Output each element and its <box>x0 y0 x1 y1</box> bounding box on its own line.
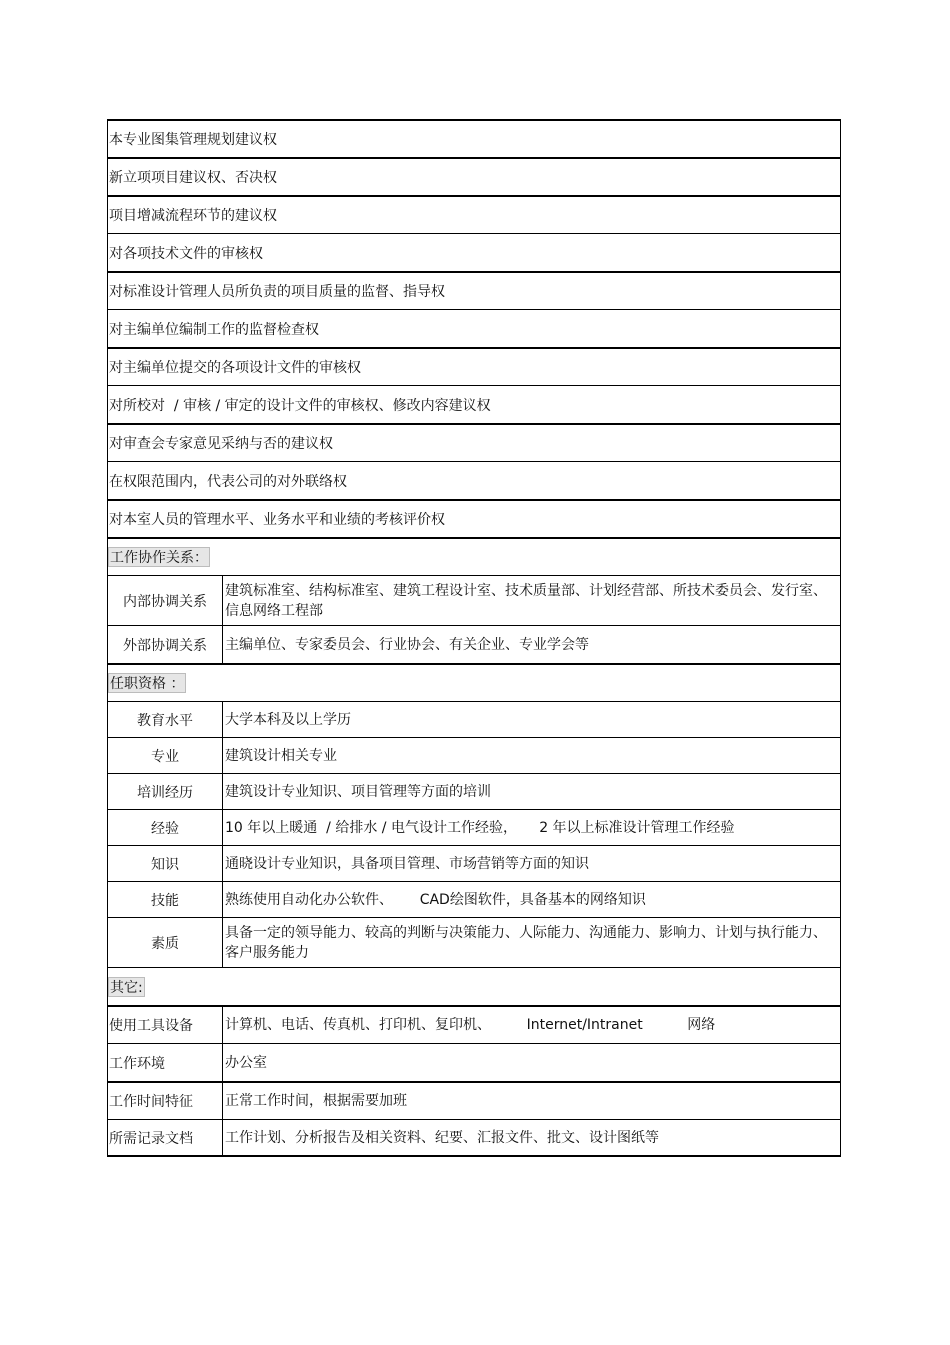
qualification-row <box>107 737 841 773</box>
right-row <box>107 157 841 195</box>
qualification-row <box>107 809 841 845</box>
qualification-label: 素质 <box>108 918 223 967</box>
qualification-value: 通晓设计专业知识，具备项目管理、市场营销等方面的知识 <box>225 855 589 872</box>
right-row <box>107 461 841 499</box>
right-text: 项目增减流程环节的建议权 <box>109 208 277 224</box>
section-header-qualifications <box>107 663 841 701</box>
right-row <box>107 195 841 233</box>
qualification-value: 大学本科及以上学历 <box>225 711 351 728</box>
right-row <box>107 423 841 461</box>
section-header-other <box>107 967 841 1005</box>
qualification-value: 具备一定的领导能力、较高的判断与决策能力、人际能力、沟通能力、影响力、计划与执行能力、客户服务能力 <box>225 924 827 961</box>
qualification-label: 专业 <box>108 738 223 773</box>
qualification-label: 经验 <box>108 810 223 845</box>
right-text: 本专业图集管理规划建议权 <box>109 132 277 148</box>
right-row <box>107 347 841 385</box>
right-text: 对本室人员的管理水平、业务水平和业绩的考核评价权 <box>109 512 445 528</box>
qualification-value: 10 年以上暖通 / 给排水 / 电气设计工作经验， 2 年以上标准设计管理工作经验 <box>225 819 735 836</box>
right-text: 新立项项目建议权、否决权 <box>109 170 277 186</box>
relation-row <box>107 575 841 625</box>
qualification-label: 知识 <box>108 846 223 881</box>
relation-value: 主编单位、专家委员会、行业协会、有关企业、专业学会等 <box>225 636 589 653</box>
section-title: 工作协作关系： <box>108 547 210 567</box>
other-row <box>107 1081 841 1119</box>
other-value: 办公室 <box>225 1054 267 1071</box>
other-row <box>107 1043 841 1081</box>
right-text: 对各项技术文件的审核权 <box>109 245 263 262</box>
qualification-row <box>107 917 841 967</box>
qualification-label: 教育水平 <box>108 702 223 737</box>
right-text: 对所校对 / 审核 / 审定的设计文件的审核权、修改内容建议权 <box>109 397 491 414</box>
other-label: 工作时间特征 <box>108 1083 223 1119</box>
right-text: 对主编单位提交的各项设计文件的审核权 <box>109 360 361 376</box>
qualification-value: 熟练使用自动化办公软件、 CAD绘图软件，具备基本的网络知识 <box>225 891 646 908</box>
section-header-relations <box>107 537 841 575</box>
right-text: 对审查会专家意见采纳与否的建议权 <box>109 436 333 452</box>
qualification-row <box>107 701 841 737</box>
qualification-label: 培训经历 <box>108 774 223 809</box>
qualification-row <box>107 773 841 809</box>
other-label: 工作环境 <box>108 1044 223 1081</box>
job-description-table <box>107 119 841 1157</box>
section-title: 任职资格 ： <box>108 673 186 693</box>
relation-row <box>107 625 841 663</box>
relation-label: 外部协调关系 <box>108 626 223 663</box>
right-row <box>107 119 841 157</box>
right-row <box>107 271 841 309</box>
right-row <box>107 385 841 423</box>
other-value: 计算机、电话、传真机、打印机、复印机、 Internet/Intranet 网络 <box>225 1017 716 1033</box>
qualification-value: 建筑设计专业知识、项目管理等方面的培训 <box>225 783 491 800</box>
relation-value: 建筑标准室、结构标准室、建筑工程设计室、技术质量部、计划经营部、所技术委员会、发行室、信息网络工程部 <box>225 582 827 619</box>
other-label: 使用工具设备 <box>108 1007 223 1043</box>
right-row <box>107 233 841 271</box>
other-row <box>107 1119 841 1157</box>
qualification-value: 建筑设计相关专业 <box>225 747 337 764</box>
right-text: 对主编单位编制工作的监督检查权 <box>109 321 319 338</box>
right-text: 在权限范围内，代表公司的对外联络权 <box>109 473 347 490</box>
other-value: 工作计划、分析报告及相关资料、纪要、汇报文件、批文、设计图纸等 <box>225 1129 659 1146</box>
qualification-row <box>107 845 841 881</box>
section-title: 其它: <box>108 977 145 997</box>
right-text: 对标准设计管理人员所负责的项目质量的监督、指导权 <box>109 284 445 300</box>
qualification-row <box>107 881 841 917</box>
other-label: 所需记录文档 <box>108 1120 223 1155</box>
other-value: 正常工作时间，根据需要加班 <box>225 1093 407 1109</box>
right-row <box>107 309 841 347</box>
other-row <box>107 1005 841 1043</box>
relation-label: 内部协调关系 <box>108 576 223 625</box>
qualification-label: 技能 <box>108 882 223 917</box>
right-row <box>107 499 841 537</box>
